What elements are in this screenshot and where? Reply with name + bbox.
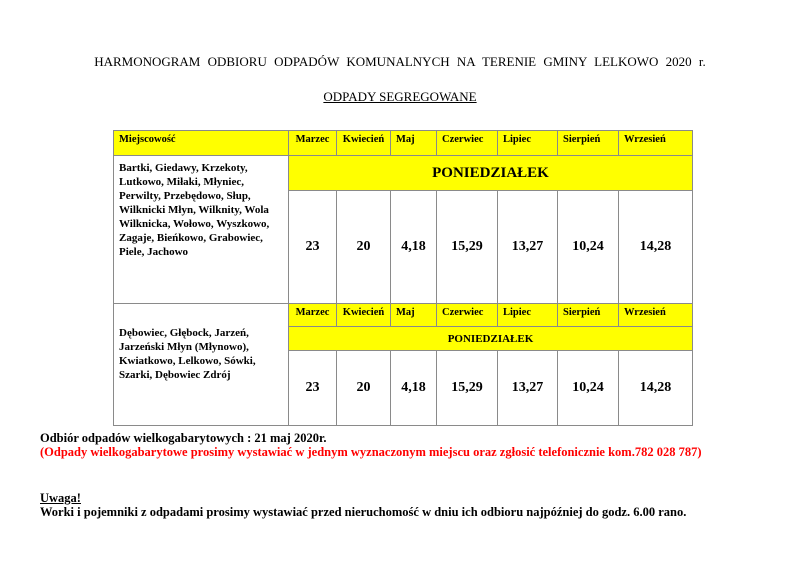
header-month: Marzec — [288, 130, 337, 156]
group-2-header-month: Wrzesień — [618, 303, 693, 327]
bulky-waste-date: Odbiór odpadów wielkogabarytowych : 21 maj 2020r. — [40, 431, 327, 445]
group-2-header-month: Marzec — [288, 303, 337, 327]
header-place: Miejscowość — [113, 130, 289, 156]
header-month: Maj — [390, 130, 437, 156]
group-2-header-month: Kwiecień — [336, 303, 391, 327]
group-2-date: 10,24 — [557, 350, 619, 426]
group-1-places: Bartki, Giedawy, Krzekoty, Lutkowo, Miłaki, Młyniec, Perwilty, Przebędowo, Słup, Wilknicki Młyn, Wilknity, Wola Wilknicka, Wołowo, Wyszkowo, Zagaje, Bieńkowo, Grabowiec, Piele, Jachowo — [113, 155, 289, 304]
group-1-date: 14,28 — [618, 190, 693, 304]
group-2-date: 20 — [336, 350, 391, 426]
group-1-date: 13,27 — [497, 190, 558, 304]
group-1-date: 23 — [288, 190, 337, 304]
page-title: HARMONOGRAM ODBIORU ODPADÓW KOMUNALNYCH NA TERENIE GMINY LELKOWO 2020 r. — [94, 54, 706, 69]
header-month: Czerwiec — [436, 130, 498, 156]
group-1-weekday: PONIEDZIAŁEK — [288, 155, 693, 191]
group-2-date: 15,29 — [436, 350, 498, 426]
group-2-header-month: Lipiec — [497, 303, 558, 327]
group-2-header-month: Maj — [390, 303, 437, 327]
group-2-date: 13,27 — [497, 350, 558, 426]
header-month: Sierpień — [557, 130, 619, 156]
group-2-header-month: Czerwiec — [436, 303, 498, 327]
group-1-date: 15,29 — [436, 190, 498, 304]
warning-text: Worki i pojemniki z odpadami prosimy wystawiać przed nieruchomość w dniu ich odbioru najpóźniej do godz. 6.00 rano. — [40, 505, 687, 519]
header-month: Wrzesień — [618, 130, 693, 156]
group-1-date: 10,24 — [557, 190, 619, 304]
header-month: Lipiec — [497, 130, 558, 156]
group-2-date: 14,28 — [618, 350, 693, 426]
group-2-places: Dębowiec, Głębock, Jarzeń, Jarzeński Młyn (Młynowo), Kwiatkowo, Lelkowo, Sówki, Szarki, Dębowiec Zdrój — [113, 303, 289, 426]
group-1-date: 4,18 — [390, 190, 437, 304]
group-2-date: 23 — [288, 350, 337, 426]
bulky-waste-info: (Odpady wielkogabarytowe prosimy wystawiać w jednym wyznaczonym miejscu oraz zgłosić telefonicznie kom.782 028 787) — [40, 445, 702, 459]
warning-heading: Uwaga! — [40, 491, 81, 505]
page-subtitle: ODPADY SEGREGOWANE — [323, 89, 477, 104]
group-2-date: 4,18 — [390, 350, 437, 426]
group-2-weekday: PONIEDZIAŁEK — [288, 326, 693, 351]
group-2-header-month: Sierpień — [557, 303, 619, 327]
group-1-date: 20 — [336, 190, 391, 304]
header-month: Kwiecień — [336, 130, 391, 156]
